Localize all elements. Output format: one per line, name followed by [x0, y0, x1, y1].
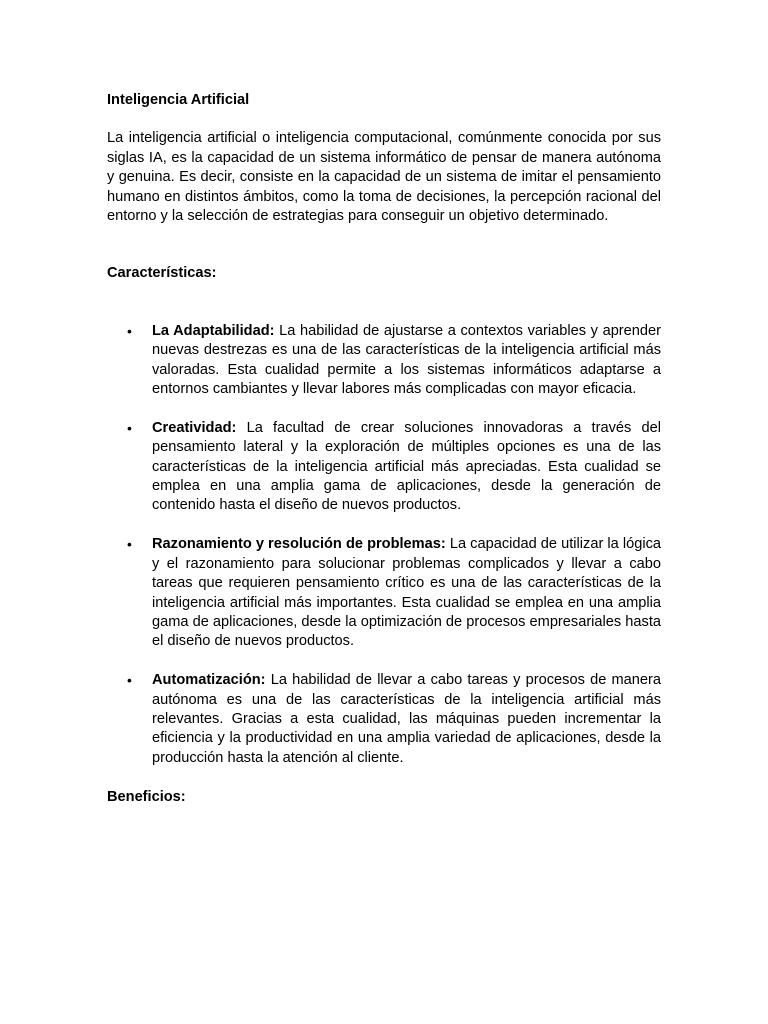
bullet-icon: •	[127, 419, 132, 436]
feature-name: Creatividad:	[152, 419, 237, 436]
bullet-icon: •	[127, 322, 132, 339]
feature-text: La habilidad de llevar a cabo tareas y procesos de manera autónoma es una de las características de la inteligencia artificial más relevantes. Gracias a esta cualidad, las máquinas pueden incrementar la eficiencia y la productividad en una amplia variedad de aplicaciones, desde la producción hasta la atención al cliente.	[152, 672, 661, 766]
list-item	[107, 322, 661, 400]
document-page	[107, 91, 661, 808]
feature-text: La habilidad de ajustarse a contextos variables y aprender nuevas destrezas es una de las características de la inteligencia artificial más valoradas. Esta cualidad permite a los sistemas informáticos adaptarse a entornos cambiantes y llevar labores más complicadas con mayor eficacia.	[152, 322, 661, 398]
feature-name: Automatización:	[152, 672, 266, 689]
features-list	[107, 322, 661, 768]
feature-name: La Adaptabilidad:	[152, 322, 275, 339]
bullet-icon: •	[127, 536, 132, 553]
list-item	[107, 671, 661, 768]
benefits-heading: Beneficios:	[107, 789, 186, 806]
bullet-icon: •	[127, 672, 132, 689]
feature-name: Razonamiento y resolución de problemas:	[152, 536, 446, 553]
list-item	[107, 419, 661, 516]
document-title: Inteligencia Artificial	[107, 92, 250, 108]
intro-paragraph: La inteligencia artificial o inteligencia computacional, comúnmente conocida por sus siglas IA, es la capacidad de un sistema informático de pensar de manera autónoma y genuina. Es decir, consiste en la capacidad de un sistema de imitar el pensamiento humano en distintos ámbitos, como la toma de decisiones, la percepción racional del entorno y la selección de estrategias para conseguir un objetivo determinado.	[107, 130, 661, 225]
feature-text: La facultad de crear soluciones innovadoras a través del pensamiento lateral y la exploración de múltiples opciones es una de las características de la inteligencia artificial más apreciadas. Esta cualidad se emplea en una amplia gama de aplicaciones, desde la generación de contenido hasta el diseño de nuevos productos.	[152, 419, 661, 514]
features-heading: Características:	[107, 265, 217, 282]
list-item	[107, 535, 661, 651]
feature-text: La capacidad de utilizar la lógica y el razonamiento para solucionar problemas complicados y llevar a cabo tareas que requieren pensamiento crítico es una de las características de la inteligencia artificial más importantes. Esta cualidad se emplea en una amplia gama de aplicaciones, desde la optimización de procesos empresariales hasta el diseño de nuevos productos.	[152, 536, 661, 650]
